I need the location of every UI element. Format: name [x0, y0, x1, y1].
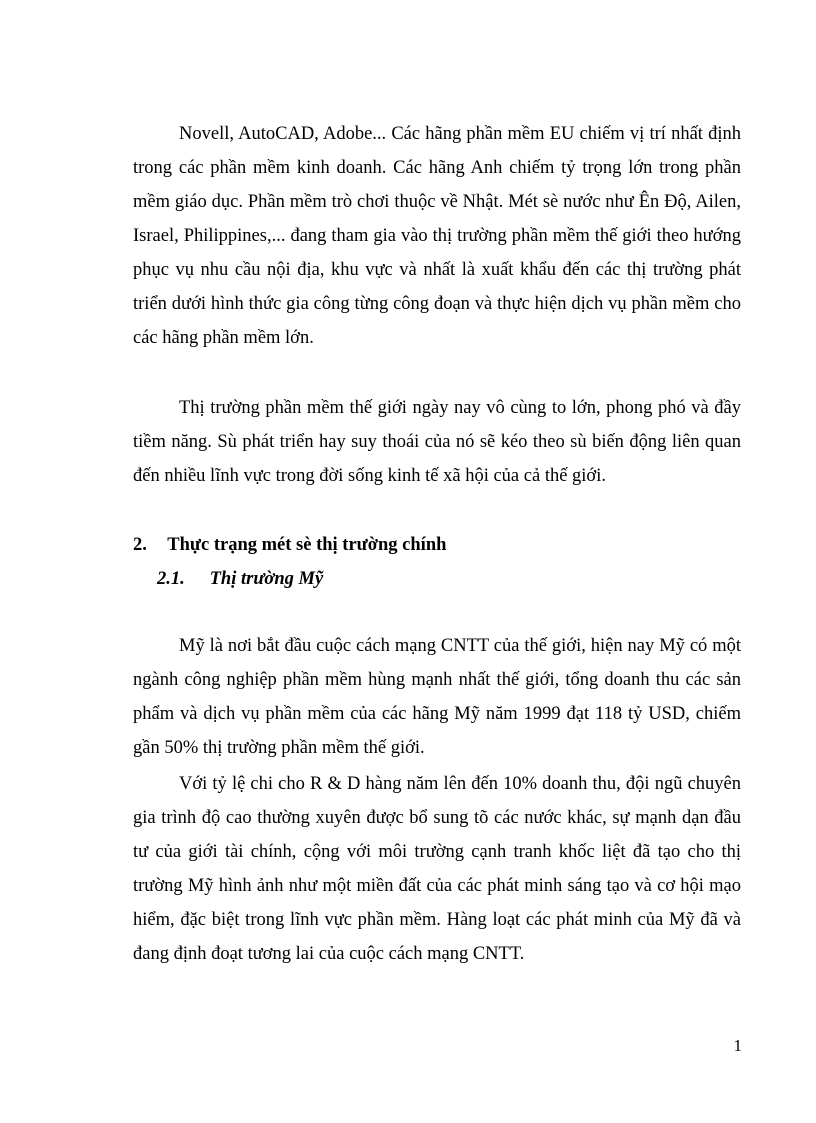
- section-heading: [133, 530, 446, 560]
- page-number: 1: [733, 1036, 742, 1055]
- subsection-title: Thị trường Mỹ: [209, 569, 324, 589]
- paragraph-world-market: Thị trường phần mềm thế giới ngày nay vô cùng to lớn, phong phó và đầy tiềm năng. Sù phát triển hay suy thoái của nó sẽ kéo theo sù biến động liên quan đến nhiều lĩnh vực trong đời sống kinh tế xã hội của cả thế giới.: [133, 398, 741, 486]
- section-number: 2.: [133, 535, 147, 555]
- paragraph-us-rnd: Với tỷ lệ chi cho R & D hàng năm lên đến 10% doanh thu, đội ngũ chuyên gia trình độ cao thường xuyên được bổ sung tõ các nước khác, sự mạnh dạn đầu tư của giới tài chính, cộng với môi trường cạnh tranh khốc liệt đã tạo cho thị trường Mỹ hình ảnh như một miền đất của các phát minh sáng tạo và cơ hội mạo hiểm, đặc biệt trong lĩnh vực phần mềm. Hàng loạt các phát minh của Mỹ đã và đang định đoạt tương lai của cuộc cách mạng CNTT.: [133, 774, 741, 964]
- subsection-heading: [157, 564, 323, 594]
- paragraph-us-market: Mỹ là nơi bắt đầu cuộc cách mạng CNTT của thế giới, hiện nay Mỹ có một ngành công nghiệp phần mềm hùng mạnh nhất thế giới, tổng doanh thu các sản phẩm và dịch vụ phần mềm của các hãng Mỹ năm 1999 đạt 118 tỷ USD, chiếm gần 50% thị trường phần mềm thế giới.: [133, 636, 741, 758]
- section-title: Thực trạng mét sè thị trường chính: [167, 535, 447, 555]
- paragraph-software-vendors: Novell, AutoCAD, Adobe... Các hãng phần mềm EU chiếm vị trí nhất định trong các phần mềm kinh doanh. Các hãng Anh chiếm tỷ trọng lớn trong phần mềm giáo dục. Phần mềm trò chơi thuộc về Nhật. Mét sè nước như Ên Độ, Ailen, Israel, Philippines,... đang tham gia vào thị trường phần mềm thế giới theo hướng phục vụ nhu cầu nội địa, khu vực và nhất là xuất khẩu đến các thị trường phát triển dưới hình thức gia công từng công đoạn và thực hiện dịch vụ phần mềm cho các hãng phần mềm lớn.: [133, 124, 741, 348]
- subsection-number: 2.1.: [157, 569, 185, 589]
